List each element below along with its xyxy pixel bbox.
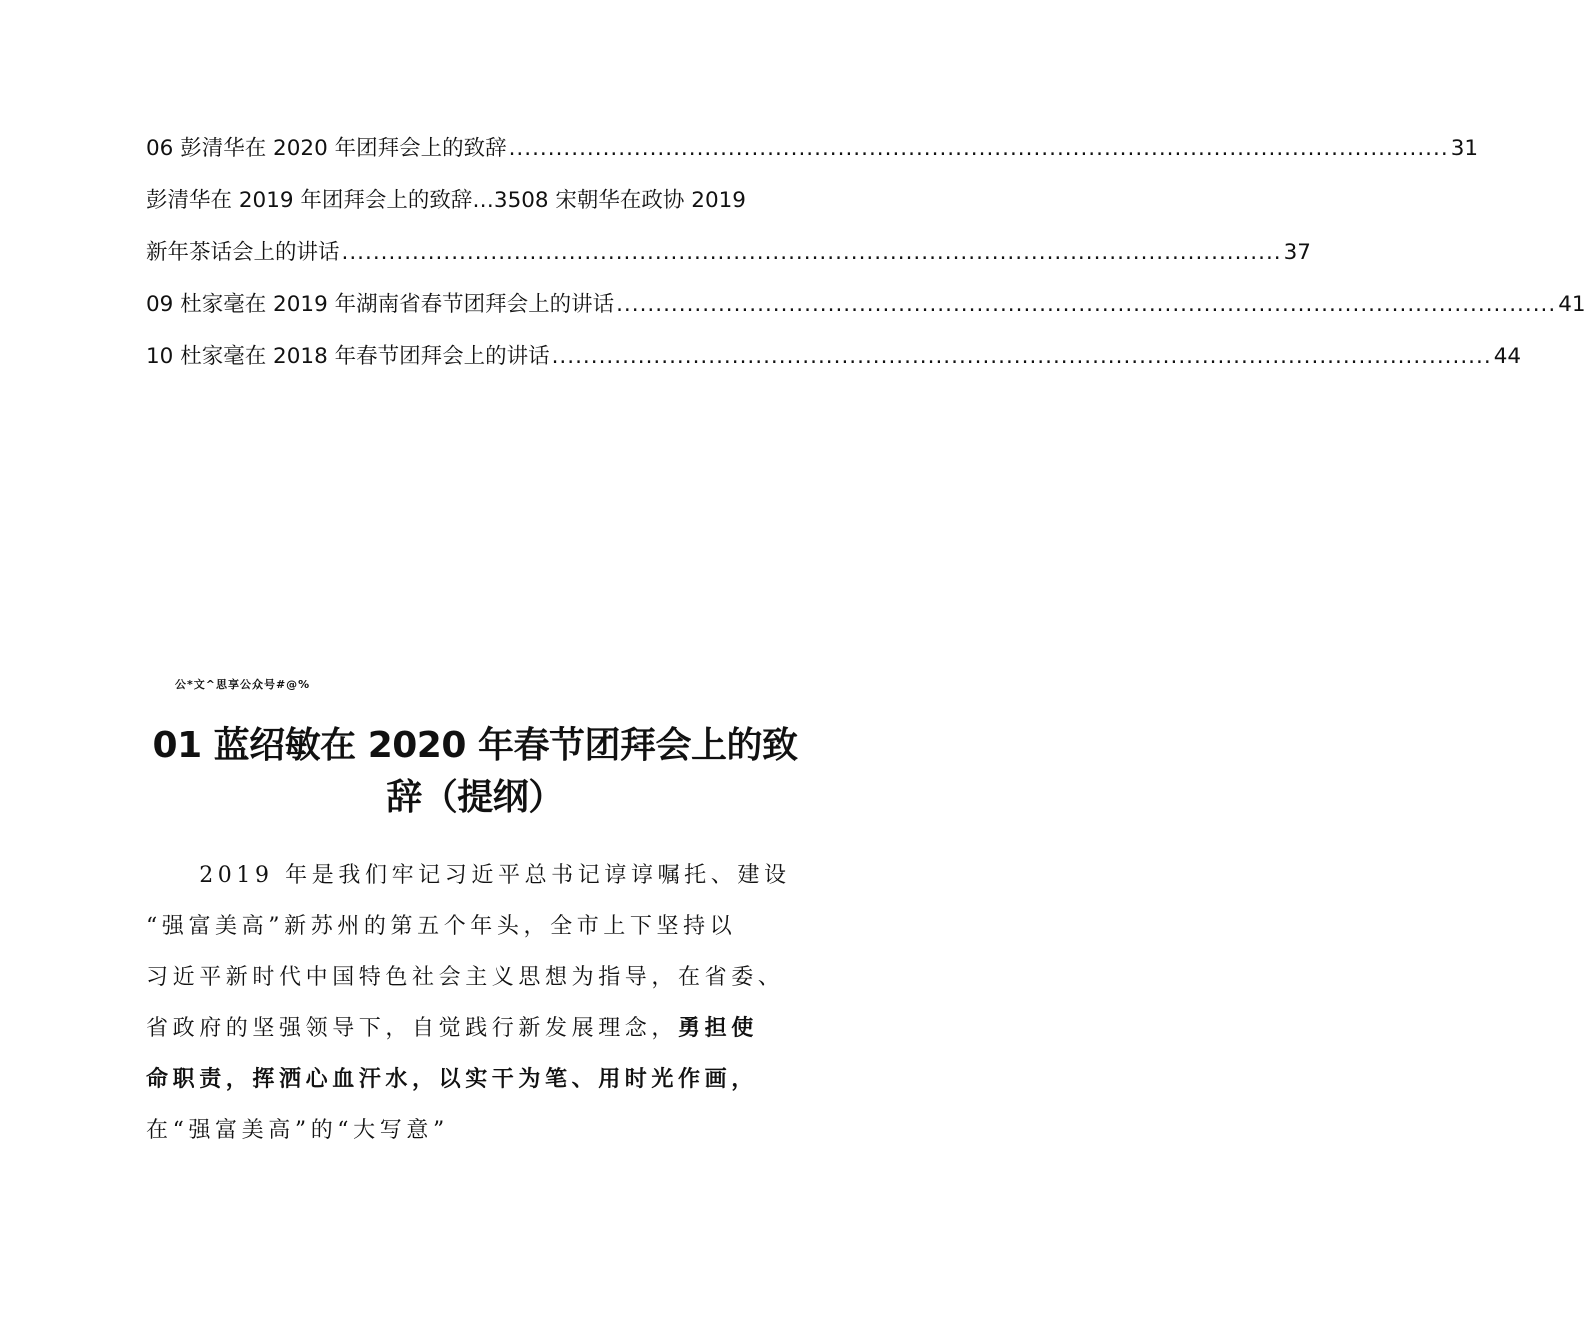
toc-leader-dots: ........................................................................................................................	[508, 136, 1449, 161]
body-line: 习近平新时代中国特色社会主义思想为指导，在省委、	[146, 965, 785, 990]
body-text-normal: 省政府的坚强领导下，自觉践行新发展理念，	[146, 1016, 679, 1041]
toc-leader-dots: ........................................................................................................................	[341, 240, 1282, 265]
body-text-bold: 勇担使	[678, 1015, 758, 1041]
article-body	[146, 850, 806, 1156]
article-title	[130, 720, 820, 824]
watermark-text: 公*文^思享公众号#@%	[175, 678, 311, 691]
toc-entry-title: 新年茶话会上的讲话	[146, 240, 340, 265]
body-line: “强富美高”新苏州的第五个年头，全市上下坚持以	[146, 914, 737, 939]
toc-entry[interactable]	[146, 336, 1522, 388]
body-paragraph	[146, 850, 806, 1156]
table-of-contents	[146, 128, 1586, 388]
toc-leader-dots: ........................................................................................................................	[551, 344, 1492, 369]
toc-entry[interactable]	[146, 232, 1311, 284]
toc-entry[interactable]	[146, 180, 806, 232]
body-line: 2019 年是我们牢记习近平总书记谆谆嘱托、建设	[146, 863, 791, 888]
toc-entry-title: 06 彭清华在 2020 年团拜会上的致辞	[146, 136, 507, 161]
toc-entry-page: 37	[1283, 240, 1311, 265]
toc-entry-page: 31	[1450, 136, 1479, 161]
toc-entry-title: 10 杜家毫在 2018 年春节团拜会上的讲话	[146, 344, 550, 369]
toc-leader-dots: ........................................................................................................................	[616, 292, 1557, 317]
toc-entry[interactable]	[146, 128, 1479, 180]
toc-entry[interactable]	[146, 284, 1586, 336]
body-line-bold: 命职责，挥洒心血汗水，以实干为笔、用时光作画，	[146, 1066, 758, 1092]
body-line	[146, 1003, 806, 1054]
body-line: 在“强富美高”的“大写意”	[146, 1118, 449, 1143]
article-title-line2: 辞（提纲）	[386, 777, 564, 818]
toc-entry-title: 彭清华在 2019 年团拜会上的致辞…3508 宋朝华在政协 2019	[146, 188, 746, 213]
toc-entry-page: 41	[1558, 292, 1586, 317]
toc-entry-page: 44	[1493, 344, 1522, 369]
toc-entry-title: 09 杜家毫在 2019 年湖南省春节团拜会上的讲话	[146, 292, 615, 317]
article-title-line1: 01 蓝绍敏在 2020 年春节团拜会上的致	[152, 725, 798, 766]
